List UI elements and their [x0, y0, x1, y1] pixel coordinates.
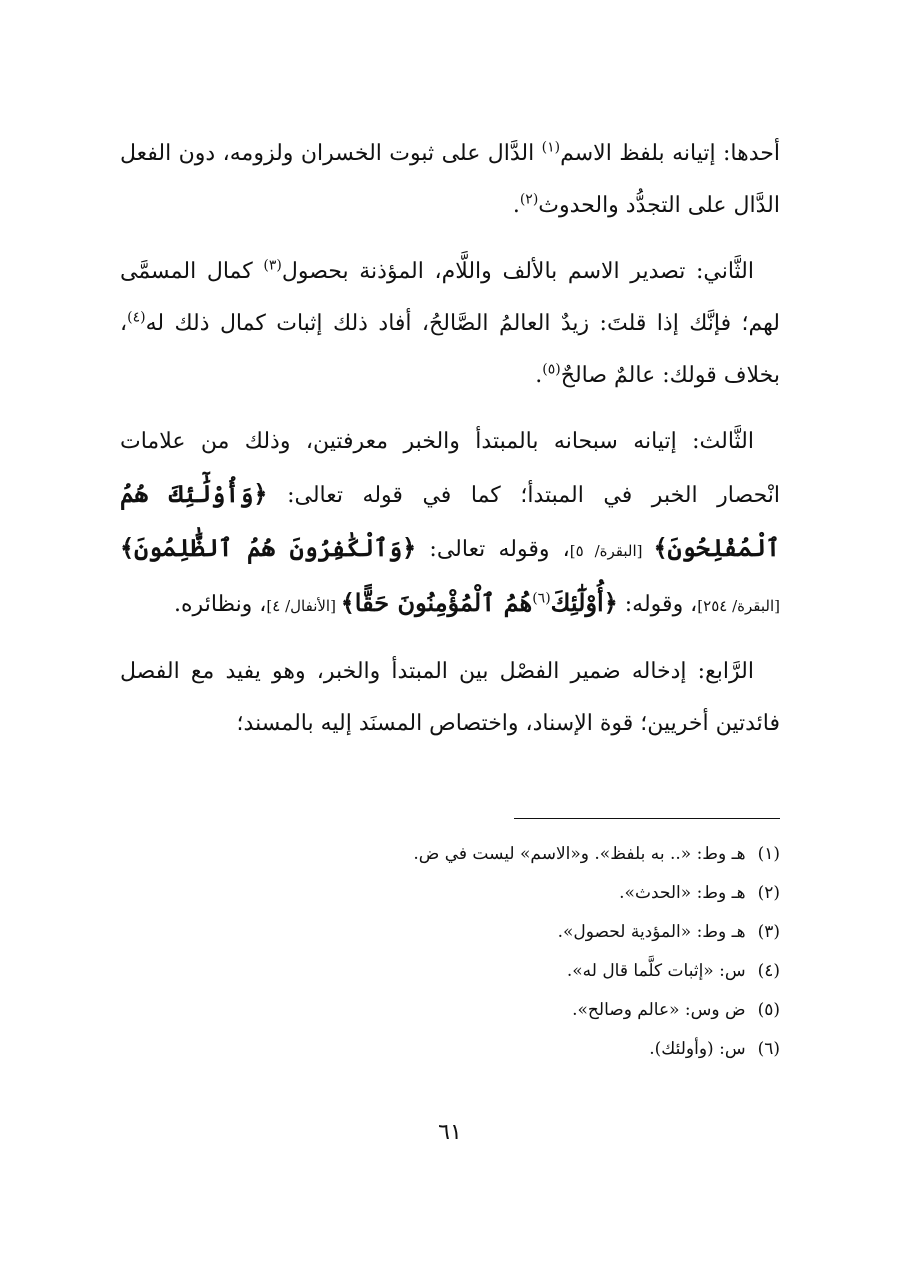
quran-verse: ﴿وَٱلْكَٰفِرُونَ هُمُ ٱلظَّٰلِمُونَ﴾: [120, 533, 417, 562]
paragraph-text: ، ونظائره.: [174, 592, 267, 617]
footnote-ref[interactable]: (٢): [519, 191, 539, 208]
main-text: [120, 128, 780, 764]
paragraph-text: كمال المسمَّى لهم؛ فإنَّك إذا قلتَ: زيدٌ العالمُ الصَّالحُ، أفاد ذلك إثبات كمال ذلك له: [120, 259, 780, 336]
footnote-text: ض وس: «عالم وصالح».: [572, 1000, 746, 1020]
footnote-item: [120, 838, 780, 871]
footnote-ref[interactable]: (٣): [263, 257, 282, 274]
footnote-text: هـ وط: «.. به بلفظ». و«الاسم» ليست في ض.: [413, 844, 746, 864]
footnote-number: (٢): [757, 883, 780, 903]
footnote-item: [120, 877, 780, 910]
quran-verse: هُمُ ٱلْمُؤْمِنُونَ حَقًّا﴾: [340, 588, 533, 617]
quran-verse: ﴿وَأُوْلَٰٓئِكَ هُمُ ٱلْمُفْلِحُونَ﴾: [120, 479, 781, 562]
page-number: ٦١: [438, 1120, 462, 1145]
paragraph-text: ، بخلاف قولك: عالمٌ صالحٌ: [120, 311, 780, 388]
footnote-number: (١): [757, 844, 780, 864]
paragraph-fourth: [120, 646, 780, 750]
quran-verse: ﴿أُوْلَٰٓئِكَ: [550, 588, 618, 617]
paragraph-first: [120, 128, 780, 232]
footnote-item: [120, 1033, 780, 1066]
paragraph-text: .: [535, 363, 543, 388]
paragraph-text: ، وقوله تعالى:: [416, 537, 570, 562]
footnote-text: س: «إثبات كلَّما قال له».: [566, 961, 746, 981]
paragraph-text: الرَّابع: إدخاله ضمير الفصْل بين المبتدأ والخبر، وهو يفيد مع الفصل فائدتين أخريين؛ قوة الإسناد، واختصاص المسنَد إليه بالمسند؛: [120, 659, 780, 736]
paragraph-second: [120, 246, 780, 402]
footnotes-list: [120, 838, 780, 1072]
footnote-number: (٣): [757, 922, 780, 942]
footnote-item: [120, 916, 780, 949]
paragraph-third: [120, 416, 780, 632]
footnote-number: (٦): [757, 1039, 780, 1059]
footnote-item: [120, 994, 780, 1027]
verse-reference: [البقرة/ ٥]: [569, 542, 654, 560]
footnote-text: هـ وط: «الحدث».: [619, 883, 746, 903]
footnote-ref[interactable]: (٥): [542, 361, 561, 378]
verse-reference: [الأنفال/ ٤]: [266, 597, 341, 615]
footnote-separator: [514, 818, 780, 819]
paragraph-text: الدَّال على ثبوت الخسران ولزومه، دون الفعل الدَّال على التجدُّد والحدوث: [120, 141, 780, 218]
footnote-ref[interactable]: (٤): [127, 309, 146, 326]
paragraph-text: الثَّالث: إتيانه سبحانه بالمبتدأ والخبر معرفتين، وذلك من علامات انْحصار الخبر في المبتدأ؛ كما في قوله تعالى:: [120, 429, 781, 508]
footnote-ref[interactable]: (١): [541, 139, 561, 156]
footnote-text: س: (وأولئك).: [649, 1039, 746, 1059]
footnote-text: هـ وط: «المؤدية لحصول».: [557, 922, 746, 942]
verse-reference: [البقرة/ ٢٥٤]: [697, 597, 780, 615]
footnote-number: (٥): [757, 1000, 780, 1020]
paragraph-text: أحدها: إتيانه بلفظ الاسم: [560, 141, 780, 166]
paragraph-text: .: [512, 193, 520, 218]
footnote-item: [120, 955, 780, 988]
paragraph-text: الثَّاني: تصدير الاسم بالألف واللَّام، المؤذنة بحصول: [281, 259, 754, 284]
footnote-number: (٤): [757, 961, 780, 981]
footnote-ref[interactable]: (٦): [532, 590, 551, 607]
paragraph-text: ، وقوله:: [617, 592, 698, 617]
